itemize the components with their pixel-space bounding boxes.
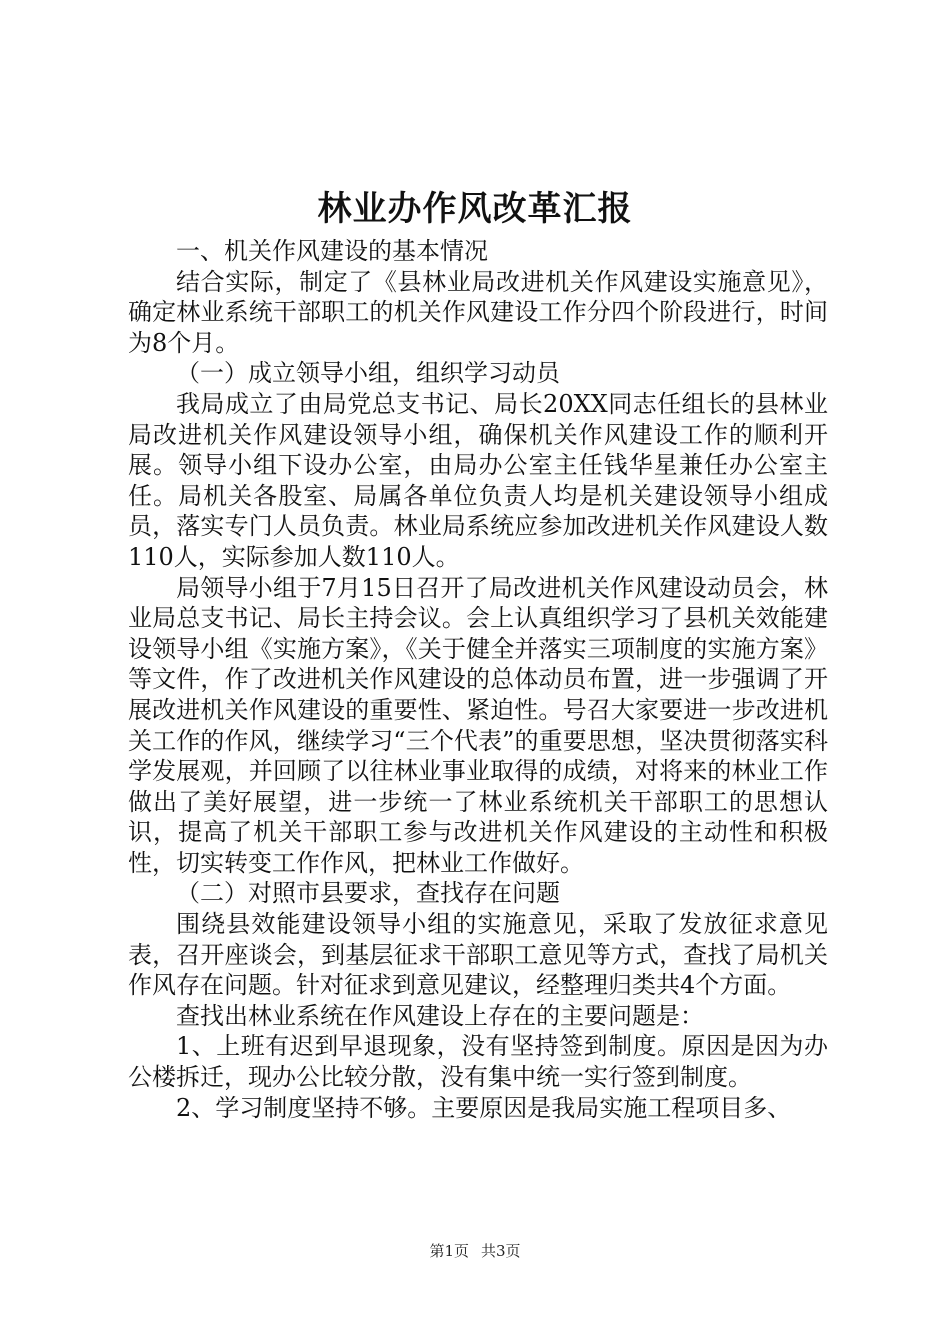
page-total: 共3页 bbox=[481, 1242, 521, 1260]
document-body bbox=[128, 236, 828, 1123]
page-footer bbox=[0, 1240, 950, 1262]
body-paragraph: 结合实际，制定了《县林业局改进机关作风建设实施意见》，确定林业系统干部职工的机关作风建设工作分四个阶段进行，时间为8个月。 bbox=[128, 267, 828, 357]
document-title: 林业办作风改革汇报 bbox=[317, 189, 633, 229]
subsection-heading: （一）成立领导小组，组织学习动员 bbox=[176, 359, 560, 388]
page-number: 第1页 bbox=[429, 1242, 469, 1260]
list-item: 2、学习制度坚持不够。主要原因是我局实施工程项目多、 bbox=[176, 1093, 792, 1122]
body-paragraph: 围绕县效能建设领导小组的实施意见，采取了发放征求意见表，召开座谈会，到基层征求干部职工意见等方式，查找了局机关作风存在问题。针对征求到意见建议，经整理归类共4个方面。 bbox=[128, 910, 828, 1000]
body-paragraph: 局领导小组于7月15日召开了局改进机关作风建设动员会，林业局总支书记、局长主持会议。会上认真组织学习了县机关效能建设领导小组《实施方案》，《关于健全并落实三项制度的实施方案》等文件，作了改进机关作风建设的总体动员布置，进一步强调了开展改进机关作风建设的重要性、紧迫性。号召大家要进一步改进机关工作的作风，继续学习“三个代表”的重要思想，坚决贯彻落实科学发展观，并回顾了以往林业事业取得的成绩，对将来的林业工作做出了美好展望，进一步统一了林业系统机关干部职工的思想认识，提高了机关干部职工参与改进机关作风建设的主动性和积极性，切实转变工作作风，把林业工作做好。 bbox=[128, 573, 828, 877]
list-item: 1、上班有迟到早退现象，没有坚持签到制度。原因是因为办公楼拆迁，现办公比较分散，没有集中统一实行签到制度。 bbox=[128, 1032, 828, 1092]
body-paragraph: 查找出林业系统在作风建设上存在的主要问题是： bbox=[176, 1001, 704, 1030]
subsection-heading: （二）对照市县要求，查找存在问题 bbox=[176, 879, 560, 908]
body-paragraph: 我局成立了由局党总支书记、局长20XX同志任组长的县林业局改进机关作风建设领导小组，确保机关作风建设工作的顺利开展。领导小组下设办公室，由局办公室主任钱华星兼任办公室主任。局机关各股室、局属各单位负责人均是机关建设领导小组成员，落实专门人员负责。林业局系统应参加改进机关作风建设人数110人，实际参加人数110人。 bbox=[128, 389, 828, 571]
section-heading: 一、机关作风建设的基本情况 bbox=[176, 237, 488, 265]
